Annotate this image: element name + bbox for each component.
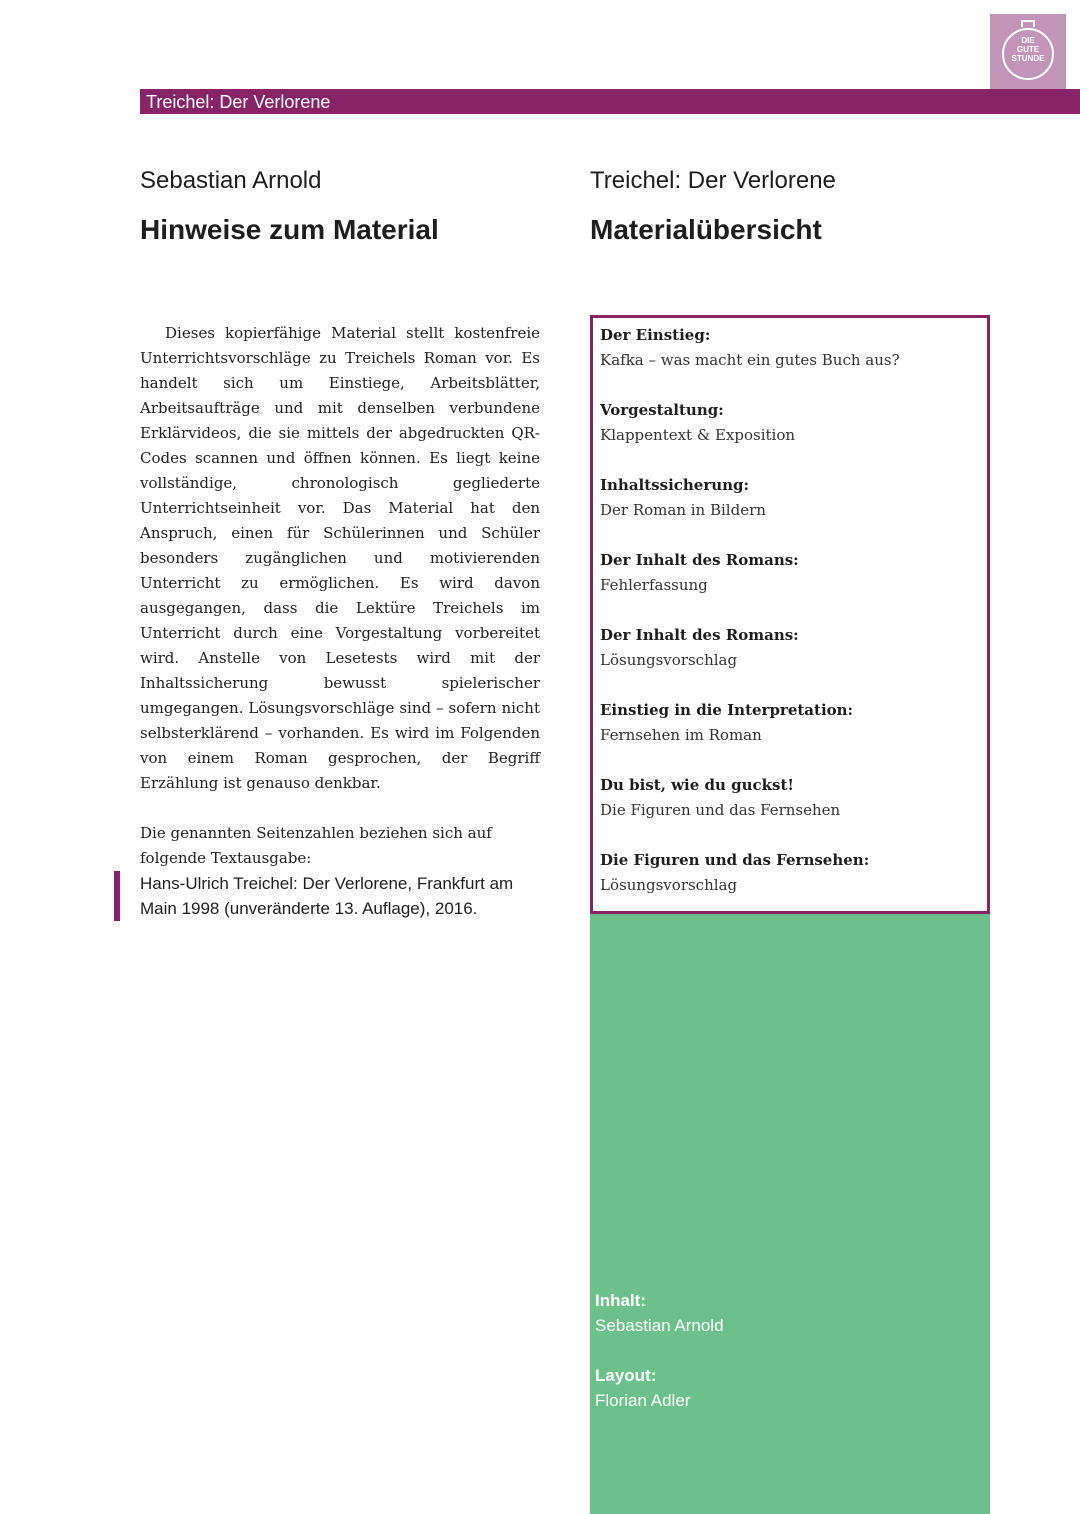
overview-item-head: Der Inhalt des Romans: bbox=[600, 626, 799, 644]
overview-item bbox=[600, 548, 799, 598]
overview-item-sub: Lösungsvorschlag bbox=[600, 876, 738, 894]
overview-item bbox=[600, 698, 853, 748]
overview-item-sub: Die Figuren und das Fernsehen bbox=[600, 801, 841, 819]
overview-item-sub: Lösungsvorschlag bbox=[600, 651, 738, 669]
header-title: Treichel: Der Verlorene bbox=[146, 92, 331, 112]
overview-item-head: Die Figuren und das Fernsehen: bbox=[600, 851, 870, 869]
edition-note: Die genannten Seitenzahlen beziehen sich auf folgende Textausgabe: bbox=[140, 824, 492, 867]
credits-layout bbox=[595, 1363, 690, 1413]
overview-item-sub: Klappentext & Exposition bbox=[600, 426, 796, 444]
logo-line: GUTE bbox=[1016, 45, 1040, 54]
material-overview-box bbox=[590, 315, 990, 914]
overview-item-sub: Der Roman in Bildern bbox=[600, 501, 766, 519]
overview-item bbox=[600, 473, 766, 523]
logo-text bbox=[1004, 36, 1052, 63]
overview-item bbox=[600, 773, 840, 823]
credits-layout-name: Florian Adler bbox=[595, 1391, 691, 1410]
body-text bbox=[140, 321, 540, 871]
overview-item-head: Der Einstieg: bbox=[600, 326, 711, 344]
intro-paragraph: Dieses kopierfähige Material stellt kostenfreie Unterrichtsvorschläge zu Treichels Roman vor. Es handelt sich um Einstiege, Arbeitsblätter, Arbeitsaufträge und mit denselben verbundene Erklärvideos, die sie mittels der abgedruckten QR-Codes scannen und öffnen können. Es liegt keine vollständige, chronologisch gegliederte Unterrichtseinheit vor. Das Material hat den Anspruch, einen für Schülerinnen und Schüler besonders zugänglichen und motivierenden Unterricht zu ermöglichen. Es wird davon ausgegangen, dass die Lektüre Treichels im Unterricht durch eine Vorgestaltung vorbereitet wird. Anstelle von Lesetests wird mit der Inhaltssicherung bewusst spielerischer umgegangen. Lösungsvorschläge sind – sofern nicht selbsterklärend – vorhanden. Es wird im Folgenden von einem Roman gesprochen, der Begriff Erzählung ist genauso denkbar. bbox=[140, 324, 540, 792]
credits-content bbox=[595, 1288, 724, 1338]
overview-item bbox=[600, 623, 799, 673]
credits-layout-label: Layout: bbox=[595, 1366, 657, 1385]
overview-item bbox=[600, 323, 900, 373]
overview-item-head: Einstieg in die Interpretation: bbox=[600, 701, 854, 719]
subtitle-right: Treichel: Der Verlorene bbox=[590, 167, 836, 194]
header-bar bbox=[140, 89, 1080, 114]
logo bbox=[990, 14, 1066, 90]
credits-content-name: Sebastian Arnold bbox=[595, 1316, 724, 1335]
author-name: Sebastian Arnold bbox=[140, 167, 322, 194]
overview-item-head: Vorgestaltung: bbox=[600, 401, 724, 419]
overview-item-head: Inhaltssicherung: bbox=[600, 476, 750, 494]
citation: Hans-Ulrich Treichel: Der Verlorene, Frankfurt am Main 1998 (unveränderte 13. Auflage), 2016. bbox=[140, 874, 514, 918]
overview-item-head: Du bist, wie du guckst! bbox=[600, 776, 795, 794]
citation-bar bbox=[114, 871, 120, 921]
logo-line: DIE bbox=[1021, 36, 1035, 45]
overview-item bbox=[600, 398, 795, 448]
stopwatch-icon bbox=[1021, 20, 1035, 27]
overview-item-head: Der Inhalt des Romans: bbox=[600, 551, 799, 569]
overview-item-sub: Fernsehen im Roman bbox=[600, 726, 762, 744]
credits-panel bbox=[590, 910, 990, 1514]
page-title-right: Materialübersicht bbox=[590, 214, 822, 245]
overview-item-sub: Fehlerfassung bbox=[600, 576, 708, 594]
overview-item bbox=[600, 848, 869, 898]
page-title-left: Hinweise zum Material bbox=[140, 214, 439, 245]
logo-line: STUNDE bbox=[1011, 54, 1045, 63]
overview-item-sub: Kafka – was macht ein gutes Buch aus? bbox=[600, 351, 900, 369]
credits-content-label: Inhalt: bbox=[595, 1291, 646, 1310]
